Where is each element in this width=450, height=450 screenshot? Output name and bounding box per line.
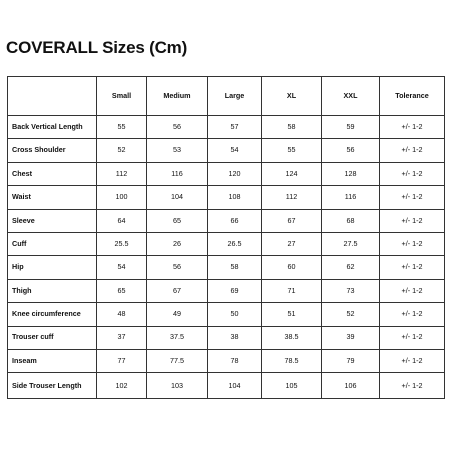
row-label: Knee circumference	[8, 303, 97, 326]
table-row	[8, 209, 445, 232]
cell-value: 38	[208, 326, 262, 349]
cell-value: 50	[208, 303, 262, 326]
cell-value: 104	[147, 186, 208, 209]
size-chart-table	[7, 76, 445, 399]
cell-value: 77.5	[147, 349, 208, 372]
table-row	[8, 162, 445, 185]
table-header-row	[8, 77, 445, 116]
cell-value: 73	[322, 279, 380, 302]
cell-value: 103	[147, 373, 208, 399]
cell-value: 66	[208, 209, 262, 232]
cell-value: 67	[262, 209, 322, 232]
cell-value: 104	[208, 373, 262, 399]
row-label: Sleeve	[8, 209, 97, 232]
cell-value: 39	[322, 326, 380, 349]
cell-value: 52	[97, 139, 147, 162]
row-label: Side Trouser Length	[8, 373, 97, 399]
cell-value: 51	[262, 303, 322, 326]
cell-value: 26	[147, 232, 208, 255]
cell-value: 62	[322, 256, 380, 279]
cell-value: 58	[262, 116, 322, 139]
cell-value: 58	[208, 256, 262, 279]
cell-value: 65	[147, 209, 208, 232]
column-header-xxl: XXL	[322, 77, 380, 116]
row-label: Trouser cuff	[8, 326, 97, 349]
cell-value: 112	[97, 162, 147, 185]
cell-value: 38.5	[262, 326, 322, 349]
cell-value: 128	[322, 162, 380, 185]
cell-tolerance: +/- 1-2	[380, 139, 445, 162]
cell-tolerance: +/- 1-2	[380, 373, 445, 399]
cell-value: 108	[208, 186, 262, 209]
table-row	[8, 232, 445, 255]
cell-value: 77	[97, 349, 147, 372]
cell-value: 112	[262, 186, 322, 209]
cell-value: 60	[262, 256, 322, 279]
cell-tolerance: +/- 1-2	[380, 232, 445, 255]
cell-value: 37.5	[147, 326, 208, 349]
table-row	[8, 373, 445, 399]
cell-value: 55	[97, 116, 147, 139]
cell-value: 48	[97, 303, 147, 326]
cell-tolerance: +/- 1-2	[380, 116, 445, 139]
cell-value: 100	[97, 186, 147, 209]
cell-value: 78.5	[262, 349, 322, 372]
row-label: Back Vertical Length	[8, 116, 97, 139]
cell-value: 78	[208, 349, 262, 372]
cell-value: 26.5	[208, 232, 262, 255]
cell-value: 59	[322, 116, 380, 139]
row-label: Cross Shoulder	[8, 139, 97, 162]
row-label: Chest	[8, 162, 97, 185]
cell-value: 56	[147, 256, 208, 279]
row-label: Cuff	[8, 232, 97, 255]
row-label: Thigh	[8, 279, 97, 302]
cell-value: 120	[208, 162, 262, 185]
cell-value: 105	[262, 373, 322, 399]
cell-tolerance: +/- 1-2	[380, 279, 445, 302]
cell-value: 69	[208, 279, 262, 302]
table-row	[8, 303, 445, 326]
row-label: Inseam	[8, 349, 97, 372]
row-label: Hip	[8, 256, 97, 279]
cell-value: 54	[208, 139, 262, 162]
cell-value: 116	[147, 162, 208, 185]
cell-value: 102	[97, 373, 147, 399]
cell-tolerance: +/- 1-2	[380, 326, 445, 349]
cell-value: 37	[97, 326, 147, 349]
cell-value: 55	[262, 139, 322, 162]
cell-tolerance: +/- 1-2	[380, 186, 445, 209]
cell-value: 56	[322, 139, 380, 162]
column-header-tolerance: Tolerance	[380, 77, 445, 116]
table-row	[8, 139, 445, 162]
cell-value: 116	[322, 186, 380, 209]
cell-value: 56	[147, 116, 208, 139]
cell-tolerance: +/- 1-2	[380, 256, 445, 279]
column-header-large: Large	[208, 77, 262, 116]
cell-value: 27.5	[322, 232, 380, 255]
cell-value: 64	[97, 209, 147, 232]
cell-value: 52	[322, 303, 380, 326]
cell-value: 53	[147, 139, 208, 162]
cell-tolerance: +/- 1-2	[380, 162, 445, 185]
row-label: Waist	[8, 186, 97, 209]
cell-value: 124	[262, 162, 322, 185]
column-header-measurement	[8, 77, 97, 116]
table-row	[8, 349, 445, 372]
table-row	[8, 256, 445, 279]
cell-value: 27	[262, 232, 322, 255]
cell-value: 68	[322, 209, 380, 232]
table-row	[8, 279, 445, 302]
column-header-xl: XL	[262, 77, 322, 116]
cell-value: 54	[97, 256, 147, 279]
cell-value: 25.5	[97, 232, 147, 255]
cell-value: 106	[322, 373, 380, 399]
column-header-medium: Medium	[147, 77, 208, 116]
cell-tolerance: +/- 1-2	[380, 349, 445, 372]
table-row	[8, 186, 445, 209]
cell-tolerance: +/- 1-2	[380, 209, 445, 232]
page-title: COVERALL Sizes (Cm)	[6, 38, 188, 57]
cell-value: 67	[147, 279, 208, 302]
cell-value: 65	[97, 279, 147, 302]
column-header-small: Small	[97, 77, 147, 116]
cell-value: 71	[262, 279, 322, 302]
cell-value: 57	[208, 116, 262, 139]
cell-value: 49	[147, 303, 208, 326]
cell-value: 79	[322, 349, 380, 372]
table-row	[8, 326, 445, 349]
table-row	[8, 116, 445, 139]
cell-tolerance: +/- 1-2	[380, 303, 445, 326]
